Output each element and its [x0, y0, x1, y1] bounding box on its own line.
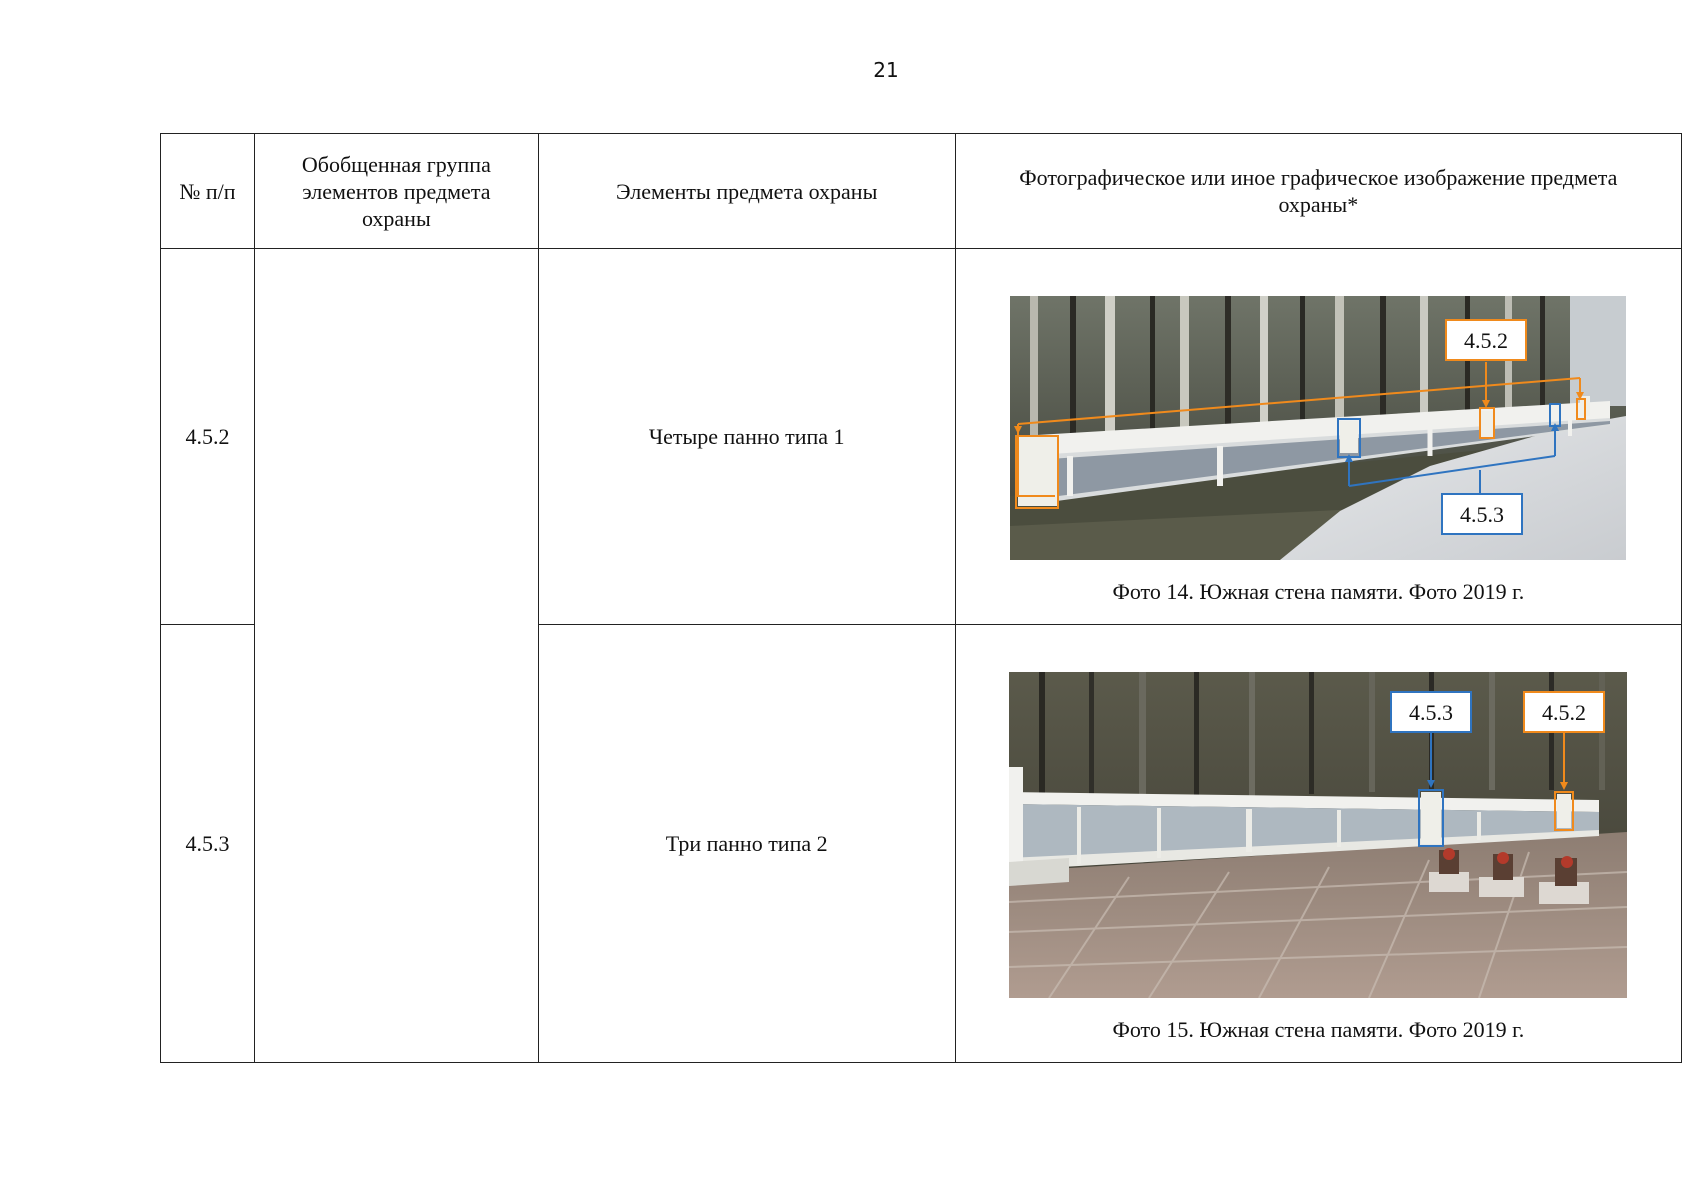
- svg-text:4.5.3: 4.5.3: [1409, 700, 1454, 725]
- label-4-5-2: [1524, 692, 1604, 732]
- table-header-row: [161, 134, 1682, 249]
- svg-text:4.5.2: 4.5.2: [1542, 700, 1587, 725]
- photo-cell: [955, 249, 1681, 625]
- page-number: 21: [873, 58, 899, 82]
- photo-caption: Фото 15. Южная стена памяти. Фото 2019 г.: [1112, 1017, 1525, 1042]
- photo-cell: [955, 625, 1681, 1063]
- svg-text:4.5.3: 4.5.3: [1460, 502, 1505, 527]
- header-image: Фотографическое или иное графическое изображение предмета охраны*: [955, 134, 1681, 249]
- photo-14: [1010, 296, 1626, 560]
- group-cell: [255, 249, 539, 1063]
- header-num: № п/п: [161, 134, 255, 249]
- label-4-5-3: [1442, 494, 1522, 534]
- photo-caption: Фото 14. Южная стена памяти. Фото 2019 г.: [1112, 579, 1525, 604]
- label-4-5-2: [1446, 320, 1526, 360]
- table-row: [161, 249, 1682, 625]
- protection-table: [160, 133, 1682, 1063]
- row-num: 4.5.2: [161, 249, 255, 625]
- row-element: Четыре панно типа 1: [538, 249, 955, 625]
- row-element: Три панно типа 2: [538, 625, 955, 1063]
- header-elements: Элементы предмета охраны: [538, 134, 955, 249]
- photo-15: [1009, 672, 1627, 998]
- header-group: Обобщенная группа элементов предмета охраны: [255, 134, 539, 249]
- label-4-5-3: [1391, 692, 1471, 732]
- row-num: 4.5.3: [161, 625, 255, 1063]
- svg-text:4.5.2: 4.5.2: [1464, 328, 1509, 353]
